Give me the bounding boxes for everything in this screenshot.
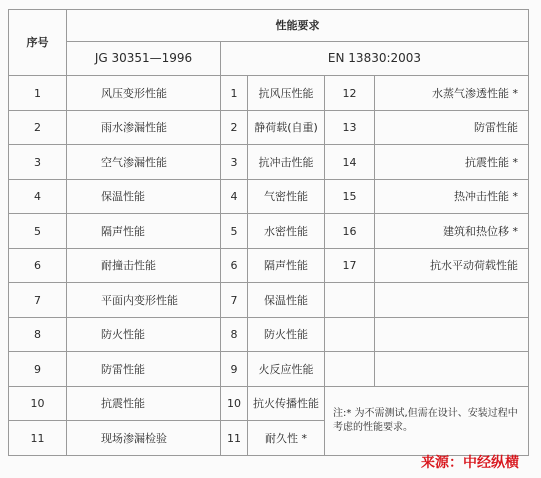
en-item: 气密性能 (248, 180, 325, 214)
en-number: 9 (221, 352, 248, 387)
en-number: 4 (221, 180, 248, 214)
en-number: 13 (325, 111, 375, 145)
table-row (9, 180, 529, 214)
en-item: 建筑和热位移 * (375, 214, 529, 249)
table-row (9, 249, 529, 283)
en-item: 热冲击性能 * (375, 180, 529, 214)
jg-item: 抗震性能 (67, 387, 221, 421)
table-row (9, 145, 529, 180)
empty-cell (375, 283, 529, 318)
row-number: 7 (9, 283, 67, 318)
row-number: 1 (9, 76, 67, 111)
en-number: 12 (325, 76, 375, 111)
source-watermark: 来源：中经纵横 (421, 455, 519, 471)
row-number: 5 (9, 214, 67, 249)
row-number: 11 (9, 421, 67, 456)
row-number: 3 (9, 145, 67, 180)
table-row (9, 283, 529, 318)
jg-item: 风压变形性能 (67, 76, 221, 111)
jg-item: 空气渗漏性能 (67, 145, 221, 180)
table-row (9, 318, 529, 352)
en-number: 5 (221, 214, 248, 249)
row-number: 8 (9, 318, 67, 352)
empty-cell (375, 352, 529, 387)
en-number: 6 (221, 249, 248, 283)
row-number: 2 (9, 111, 67, 145)
en-item: 抗冲击性能 (248, 145, 325, 180)
en-number: 15 (325, 180, 375, 214)
en-item: 抗风压性能 (248, 76, 325, 111)
en-item: 保温性能 (248, 283, 325, 318)
row-number: 6 (9, 249, 67, 283)
row-number: 4 (9, 180, 67, 214)
en-item: 防火性能 (248, 318, 325, 352)
en-item: 耐久性 * (248, 421, 325, 456)
jg-item: 隔声性能 (67, 214, 221, 249)
en-item: 抗震性能 * (375, 145, 529, 180)
en-number: 16 (325, 214, 375, 249)
en-item: 抗水平动荷载性能 (375, 249, 529, 283)
table-row (9, 111, 529, 145)
jg-item: 防雷性能 (67, 352, 221, 387)
en-number: 3 (221, 145, 248, 180)
row-number: 10 (9, 387, 67, 421)
jg-item: 防火性能 (67, 318, 221, 352)
header-performance-requirements: 性能要求 (67, 10, 529, 42)
table-row (9, 76, 529, 111)
header-serial-number: 序号 (9, 10, 67, 76)
jg-item: 雨水渗漏性能 (67, 111, 221, 145)
en-number: 7 (221, 283, 248, 318)
empty-cell (325, 352, 375, 387)
row-number: 9 (9, 352, 67, 387)
header-standard-en: EN 13830:2003 (221, 42, 529, 76)
en-number: 14 (325, 145, 375, 180)
en-item: 防雷性能 (375, 111, 529, 145)
en-item: 水蒸气渗透性能 * (375, 76, 529, 111)
empty-cell (325, 318, 375, 352)
performance-requirements-table (8, 9, 529, 456)
jg-item: 现场渗漏检验 (67, 421, 221, 456)
table-row (9, 387, 529, 421)
en-number: 1 (221, 76, 248, 111)
header-standard-jg: JG 30351—1996 (67, 42, 221, 76)
jg-item: 耐撞击性能 (67, 249, 221, 283)
en-number: 11 (221, 421, 248, 456)
jg-item: 平面内变形性能 (67, 283, 221, 318)
en-item: 静荷载(自重) (248, 111, 325, 145)
table-note: 注:* 为不需测试,但需在设计、安装过程中考虑的性能要求。 (325, 387, 529, 456)
table-row (9, 214, 529, 249)
empty-cell (325, 283, 375, 318)
en-item: 抗火传播性能 (248, 387, 325, 421)
en-number: 8 (221, 318, 248, 352)
jg-item: 保温性能 (67, 180, 221, 214)
en-number: 2 (221, 111, 248, 145)
table-row (9, 352, 529, 387)
en-number: 17 (325, 249, 375, 283)
en-item: 水密性能 (248, 214, 325, 249)
empty-cell (375, 318, 529, 352)
en-item: 火反应性能 (248, 352, 325, 387)
en-item: 隔声性能 (248, 249, 325, 283)
en-number: 10 (221, 387, 248, 421)
